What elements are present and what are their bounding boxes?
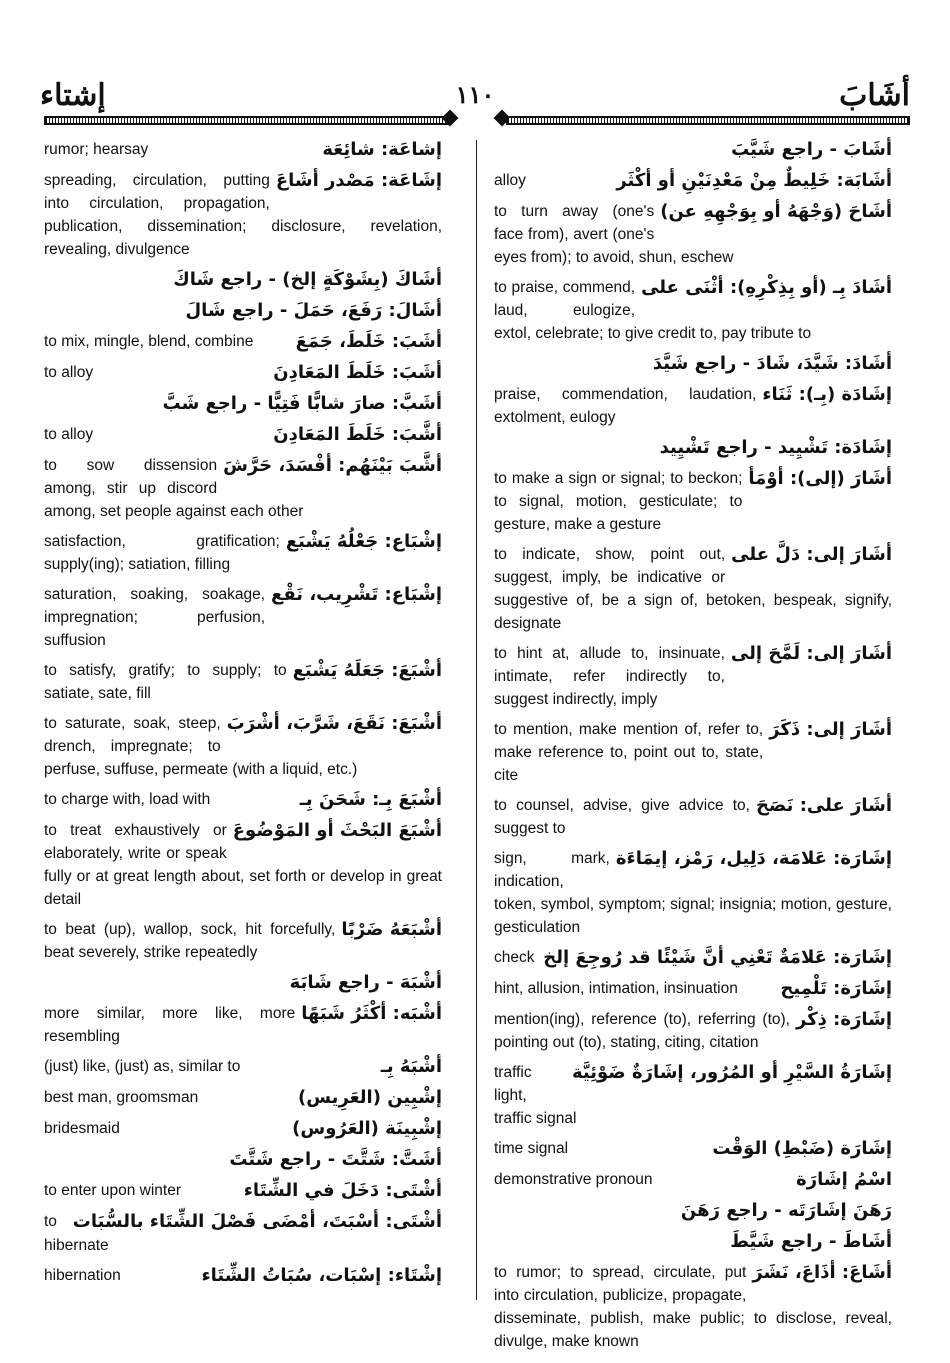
dictionary-entry [44, 712, 442, 781]
dictionary-entry [44, 1179, 442, 1203]
entry-arabic-headword: إشَادَة: تَشْيِيد - راجع تَشْيِيد [659, 437, 892, 458]
entry-arabic-headword: أشَاعَ: أذَاعَ، نَشَرَ [752, 1262, 892, 1283]
dictionary-entry [494, 1061, 892, 1130]
entry-english-definition: sign, mark, indication, token, symbol, symptom; signal; insignia; motion, gesture, gesticulation [494, 850, 892, 936]
entry-arabic-headword: إشاعَة: شائِعَة [322, 139, 442, 160]
entry-english-definition: hibernation [44, 1267, 121, 1284]
dictionary-entry [44, 819, 442, 911]
entry-arabic-headword: إشْبَاع: تَشْرِيب، نَقْع [271, 584, 442, 605]
entry-arabic-headword: أشَّبَ بَيْنَهُم: أفْسَدَ، حَرَّشَ [223, 455, 442, 476]
entry-arabic-headword: أشَارَ على: نَصَحَ [755, 795, 892, 816]
entry-english-definition: saturation, soaking, soakage, impregnation; perfusion, suffusion [44, 586, 266, 649]
entry-arabic-headword: اسْمُ إشَارَة [796, 1169, 892, 1190]
dictionary-entry [44, 299, 442, 323]
entry-arabic-headword: أشَّبَ: خَلَطَ المَعَادِنَ [273, 424, 442, 445]
entry-arabic-headword: أشَارَ إلى: دَلَّ على [731, 544, 892, 565]
dictionary-entry [494, 1008, 892, 1054]
dictionary-entry [44, 583, 442, 652]
dictionary-entry [494, 1199, 892, 1223]
entry-arabic-headword: أشَابَ - راجع شَيَّبَ [731, 139, 892, 160]
entry-english-definition: more similar, more like, more resembling [44, 1005, 296, 1045]
entry-english-definition: to indicate, show, point out, suggest, imply, be indicative or suggestive of, be a sign of, betoken, bespeak, signify, designate [494, 546, 892, 632]
entry-arabic-headword: أشَارَ إلى: ذَكَرَ [769, 719, 892, 740]
left-column [44, 138, 442, 1295]
dictionary-entry [44, 971, 442, 995]
dictionary-entry [44, 1117, 442, 1141]
dictionary-entry [44, 1055, 442, 1079]
entry-english-definition: (just) like, (just) as, similar to [44, 1058, 241, 1075]
entry-english-definition: to hint at, allude to, insinuate, intimate, refer indirectly to, suggest indirectly, imply [494, 645, 725, 708]
dictionary-entry [44, 361, 442, 385]
right-column [494, 138, 892, 1360]
entry-arabic-headword: أشَتَّ: شَتَّتَ - راجع شَتَّتَ [229, 1149, 442, 1170]
dictionary-entry [44, 788, 442, 812]
entry-english-definition: time signal [494, 1140, 569, 1157]
entry-arabic-headword: أشْبَهَ - راجع شَابَهَ [289, 972, 442, 993]
dictionary-entry [494, 138, 892, 162]
dictionary-entry [494, 436, 892, 460]
header-rule-right [506, 116, 910, 125]
dictionary-entry [494, 543, 892, 635]
header-rule-left [44, 116, 450, 125]
entry-english-definition: to rumor; to spread, circulate, put into circulation, publicize, propagate, disseminate, publish, make public; to disclose, reveal, divulge, make known [494, 1264, 892, 1350]
entry-english-definition: to make a sign or signal; to beckon; to signal, motion, gesticulate; to gesture, make a gesture [494, 470, 743, 533]
header-guide-word-right: أشَابَ [839, 78, 910, 113]
dictionary-entry [44, 1086, 442, 1110]
entry-english-definition: to treat exhaustively or elaborately, write or speak fully or at great length about, set forth or develop in great detail [44, 822, 442, 908]
entry-english-definition: mention(ing), reference (to), referring (to), pointing out (to), stating, citing, citation [494, 1011, 790, 1051]
dictionary-entry [44, 1210, 442, 1257]
dictionary-entry [494, 352, 892, 376]
dictionary-entry [494, 946, 892, 970]
entry-arabic-headword: إشَارَة (ضَبْطِ) الوَقْت [712, 1138, 892, 1159]
dictionary-entry [494, 1261, 892, 1353]
entry-arabic-headword: إشَارَةُ السَّيْرِ أو المُرُور، إشَارَةٌ ضَوْئِيَّة [571, 1062, 892, 1083]
entry-arabic-headword: أشَادَ بِـ (أو بِذِكْرِهِ): أثْنَى على [641, 277, 892, 298]
entry-arabic-headword: أشَادَ: شَيَّدَ، شَادَ - راجع شَيَّدَ [652, 353, 892, 374]
entry-arabic-headword: إشْبِين (العَرِيس) [298, 1087, 442, 1108]
dictionary-entry [494, 1230, 892, 1254]
dictionary-entry [44, 169, 442, 261]
dictionary-entry [494, 977, 892, 1001]
dictionary-entry [44, 918, 442, 964]
entry-arabic-headword: أشَابَة: خَلِيطٌ مِنْ مَعْدِنَيْنِ أو أكْثَر [616, 170, 892, 191]
dictionary-entry [494, 847, 892, 939]
entry-english-definition: to turn away (one's face from), avert (one's eyes from); to avoid, shun, eschew [494, 203, 734, 266]
entry-arabic-headword: أشَالَ: رَفَعَ، حَمَلَ - راجع شَالَ [185, 300, 442, 321]
dictionary-entry [44, 138, 442, 162]
dictionary-entry [44, 423, 442, 447]
dictionary-entry [494, 200, 892, 269]
dictionary-entry [44, 1002, 442, 1048]
page-number: ١١٠ [455, 80, 495, 109]
entry-english-definition: alloy [494, 172, 526, 189]
entry-english-definition: to beat (up), wallop, sock, hit forcefully, beat severely, strike repeatedly [44, 921, 336, 961]
dictionary-entry [44, 659, 442, 705]
dictionary-entry [494, 642, 892, 711]
dictionary-entry [494, 383, 892, 429]
entry-english-definition: bridesmaid [44, 1120, 120, 1137]
entry-arabic-headword: أشْبَه: أكْثَرُ شَبَهًا [301, 1003, 442, 1024]
entry-english-definition: spreading, circulation, putting into circulation, propagation, publication, dissemination; disclosure, revelation, revealing, divulgence [44, 172, 442, 258]
entry-arabic-headword: إشَارَة: عَلامَة، دَلِيل، رَمْز، إيمَاءَة [615, 848, 892, 869]
entry-english-definition: to satisfy, gratify; to supply; to satiate, sate, fill [44, 662, 287, 702]
entry-arabic-headword: إشَادَة (بِـ): ثَنَاء [762, 384, 892, 405]
entry-arabic-headword: أشَاحَ (وَجْهَهُ أو بِوَجْهِهِ عن) [660, 201, 892, 222]
entry-arabic-headword: أشْبَعَ: نَقَعَ، شَرَّبَ، أشْرَبَ [226, 713, 442, 734]
entry-english-definition: hint, allusion, intimation, insinuation [494, 980, 738, 997]
entry-english-definition: to alloy [44, 426, 94, 443]
entry-arabic-headword: أشْبَعَ البَحْثَ أو المَوْضُوعَ [232, 820, 442, 841]
dictionary-entry [494, 169, 892, 193]
entry-english-definition: to saturate, soak, steep, drench, impregnate; to perfuse, suffuse, permeate (with a liquid, etc.) [44, 715, 358, 778]
dictionary-entry [494, 718, 892, 787]
entry-arabic-headword: إشْتَاء: إسْبَات، سُبَاتُ الشِّتَاء [201, 1265, 442, 1286]
dictionary-entry [44, 1264, 442, 1288]
entry-english-definition: to sow dissension among, stir up discord among, set people against each other [44, 457, 304, 520]
entry-english-definition: to hibernate [44, 1213, 109, 1254]
entry-english-definition: to enter upon winter [44, 1182, 182, 1199]
entry-arabic-headword: أشْتَى: أسْبَتَ، أمْضَى فَصْلَ الشِّتَاء بالسُّبَات [72, 1211, 442, 1232]
entry-english-definition: check [494, 949, 535, 966]
dictionary-entry [494, 467, 892, 536]
entry-arabic-headword: إشْبَاع: جَعْلُهُ يَشْبَع [285, 531, 442, 552]
entry-arabic-headword: إشَارَة: ذِكْر [796, 1009, 892, 1030]
entry-arabic-headword: أشَارَ (إلى): أوْمَأ [748, 468, 892, 489]
dictionary-entry [44, 392, 442, 416]
entry-arabic-headword: إشْبِينَة (العَرُوس) [292, 1118, 442, 1139]
entry-english-definition: demonstrative pronoun [494, 1171, 653, 1188]
entry-arabic-headword: أشْتَى: دَخَلَ في الشِّتَاء [243, 1180, 442, 1201]
entry-english-definition: to mention, make mention of, refer to, make reference to, point out to, state, cite [494, 721, 764, 784]
entry-arabic-headword: أشَبَ: خَلَطَ، جَمَعَ [295, 331, 442, 352]
dictionary-entry [494, 1168, 892, 1192]
entry-arabic-headword: أشَاطَ - راجع شَيَّطَ [730, 1231, 892, 1252]
column-divider [476, 140, 477, 1300]
entry-english-definition: to mix, mingle, blend, combine [44, 333, 254, 350]
entry-arabic-headword: أشْبَعَ: جَعَلَهُ يَشْبَع [292, 660, 442, 681]
dictionary-entry [44, 268, 442, 292]
entry-english-definition: praise, commendation, laudation, extolment, eulogy [494, 386, 757, 426]
entry-arabic-headword: إشَارَة: تَلْمِيح [780, 978, 892, 999]
entry-english-definition: traffic light, traffic signal [494, 1064, 577, 1127]
header-guide-word-left: إشتاء [40, 78, 106, 113]
entry-english-definition: to praise, commend, laud, eulogize, extol, celebrate; to give credit to, pay tribute to [494, 279, 812, 342]
entry-arabic-headword: أشَبَ: خَلَطَ المَعَادِنَ [273, 362, 442, 383]
entry-arabic-headword: أشَبَّ: صارَ شابًّا فَتِيًّا - راجع شَبَّ [162, 393, 442, 414]
entry-arabic-headword: رَهَنَ إشَارَتَه - راجع رَهَنَ [680, 1200, 892, 1221]
entry-english-definition: to charge with, load with [44, 791, 211, 808]
entry-english-definition: best man, groomsman [44, 1089, 199, 1106]
dictionary-entry [44, 530, 442, 576]
dictionary-entry [494, 1137, 892, 1161]
entry-english-definition: satisfaction, gratification; supply(ing); satiation, filling [44, 533, 280, 573]
entry-english-definition: to alloy [44, 364, 94, 381]
entry-arabic-headword: أشْبَهُ بِـ [380, 1056, 442, 1077]
dictionary-entry [494, 276, 892, 345]
dictionary-entry [44, 454, 442, 523]
dictionary-entry [44, 330, 442, 354]
dictionary-entry [44, 1148, 442, 1172]
entry-arabic-headword: أشْبَعَ بِـ: شَحَنَ بِـ [299, 789, 442, 810]
entry-arabic-headword: أشَاكَ (بِشَوْكَةٍ إلخ) - راجع شَاكَ [173, 269, 442, 290]
entry-english-definition: to counsel, advise, give advice to, suggest to [494, 797, 750, 837]
entry-arabic-headword: إشَارَة: عَلامَةٌ تَعْنِي أنَّ شَيْئًا قد رُوجِعَ إلخ [543, 947, 892, 968]
entry-english-definition: rumor; hearsay [44, 141, 149, 158]
dictionary-entry [494, 794, 892, 840]
entry-arabic-headword: إشَاعَة: مَصْدر أشَاعَ [275, 170, 442, 191]
entry-arabic-headword: أشْبَعَهُ ضَرْبًا [341, 919, 442, 940]
entry-arabic-headword: أشَارَ إلى: لَمَّحَ إلى [730, 643, 892, 664]
